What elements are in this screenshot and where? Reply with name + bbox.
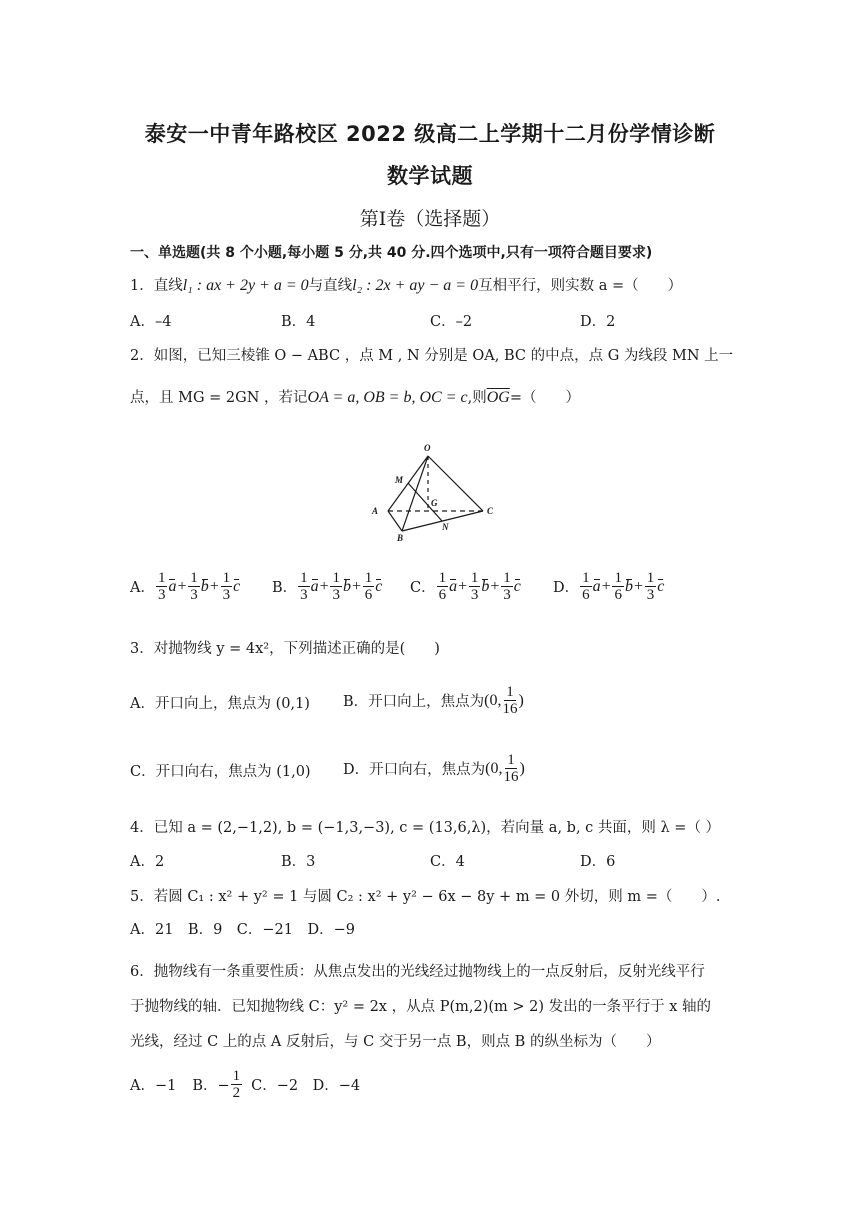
q2b-frac3: $\frac{1}{6}$ (364, 570, 373, 603)
q2-option-c-label: C． (410, 580, 436, 596)
label-n: N (442, 522, 449, 532)
q1-option-d: D．2 (580, 314, 616, 330)
q4-option-b: B．3 (281, 854, 316, 870)
q3-option-b-label: B．开口向上，焦点为 (343, 694, 485, 710)
subject-title: 数学试题 (387, 164, 473, 188)
q1-mid: 与直线 (308, 278, 353, 294)
question-4: 4．已知 a = (2,−1,2), b = (−1,3,−3), c = (13,6,λ)，若向量 a, b, c 共面，则 λ =（ ） (130, 820, 721, 836)
q2-line2c: ,则 (467, 390, 487, 406)
q2a-frac2: $\frac{1}{3}$ (190, 570, 198, 603)
q2d-frac1: $\frac{1}{6}$ (582, 570, 590, 603)
question-6-line2: 于抛物线的轴．已知抛物线 C：y² = 2x ，从点 P(m,2)(m > 2) 发出的一条平行于 x 轴的 (130, 999, 712, 1015)
q4-option-d: D．6 (580, 854, 616, 870)
q2-option-c: C． $\frac{1}{6}$ a + $\frac{1}{3}$ b + $\frac{1}{3}$ c (410, 570, 521, 603)
q2-option-b-label: B． (272, 580, 298, 596)
question-1 (130, 274, 682, 295)
q2-vectors: OA = a, OB = b, OC = c (307, 389, 468, 406)
label-o: O (424, 443, 431, 453)
question-2-line2 (130, 386, 580, 407)
question-6-line3: 光线，经过 C 上的点 A 反射后，与 C 交于另一点 B，则点 B 的纵坐标为（ ） (130, 1034, 661, 1050)
section-heading: 一、单选题(共 8 个小题,每小题 5 分,共 40 分.四个选项中,只有一项符合题目要求) (130, 245, 653, 261)
tetrahedron-figure (360, 436, 510, 546)
q6b-frac: $\frac{1}{2}$ (232, 1068, 241, 1101)
q4-option-c: C．4 (430, 854, 465, 870)
q2-og: $\overline{OG}$ (486, 389, 510, 406)
edge-ab (388, 511, 402, 531)
q3b-frac: $\frac{1}{16}$ (502, 684, 518, 717)
q2-line2a: 点，且 MG = 2GN ，若记 (130, 390, 308, 406)
q2-line2e: =（ ） (509, 390, 580, 406)
q3d-frac: $\frac{1}{16}$ (503, 752, 519, 785)
q2-option-b: B． $\frac{1}{3}$ a + $\frac{1}{3}$ b + $\frac{1}{6}$ c (272, 570, 383, 603)
q2-option-d-label: D． (553, 580, 580, 596)
q2b-frac1: $\frac{1}{3}$ (300, 570, 308, 603)
q1-line-l2: l₂ : 2x + ay − a = 0 (352, 277, 479, 294)
q6-option-a: A．−1 (130, 1078, 177, 1094)
page-title: 泰安一中青年路校区 2022 级高二上学期十二月份学情诊断 (144, 122, 716, 146)
q2d-frac3: $\frac{1}{3}$ (646, 570, 655, 603)
q2b-frac2: $\frac{1}{3}$ (332, 570, 340, 603)
q2c-frac2: $\frac{1}{3}$ (470, 570, 479, 603)
q3-option-b: B．开口向上，焦点为 (0, $\frac{1}{16}$ ) (343, 684, 524, 717)
question-5: 5．若圆 C₁ : x² + y² = 1 与圆 C₂ : x² + y² − 6x − 8y + m = 0 外切，则 m =（ ）. (130, 889, 721, 905)
q1-line-l1: l₁ : ax + 2y + a = 0 (182, 277, 309, 294)
q2-option-a: A． $\frac{1}{3}$ a + $\frac{1}{3}$ b + $\frac{1}{3}$ c (130, 570, 241, 603)
q6-options (130, 1068, 360, 1101)
q1-option-b: B．4 (281, 314, 316, 330)
edge-ob (402, 456, 428, 531)
q2c-frac3: $\frac{1}{3}$ (503, 570, 511, 603)
q5-options: A．21 B．9 C．−21 D．−9 (130, 922, 355, 938)
label-b: B (397, 533, 404, 543)
q3-option-c: C．开口向右，焦点为 (1,0) (130, 764, 311, 780)
q4-option-a: A．2 (130, 854, 165, 870)
q6-option-b: B．− (192, 1078, 230, 1094)
q1-option-a: A．–4 (130, 314, 172, 330)
q2-option-a-label: A． (130, 580, 155, 596)
q3-option-d: D．开口向右，焦点为 (0, $\frac{1}{16}$ ) (343, 752, 525, 785)
question-6-line1: 6．抛物线有一条重要性质：从焦点发出的光线经过抛物线上的一点反射后，反射光线平行 (130, 964, 705, 980)
question-2-line1: 2．如图，已知三棱锥 O − ABC ，点 M , N 分别是 OA, BC 的中点，点 G 为线段 MN 上一 (130, 348, 734, 364)
q1-prefix: 1．直线 (130, 278, 183, 294)
q2-option-d: D． $\frac{1}{6}$ a + $\frac{1}{6}$ b + $\frac{1}{3}$ c (553, 570, 665, 603)
q3-option-a: A．开口向上，焦点为 (0,1) (130, 696, 310, 712)
label-m: M (395, 475, 404, 485)
q2c-frac1: $\frac{1}{6}$ (438, 570, 447, 603)
label-a: A (372, 506, 379, 516)
volume-title: 第Ⅰ卷（选择题） (359, 208, 501, 230)
q1-option-c: C．–2 (430, 314, 473, 330)
q2a-frac3: $\frac{1}{3}$ (222, 570, 231, 603)
label-c: C (487, 506, 494, 516)
q2a-frac1: $\frac{1}{3}$ (157, 570, 166, 603)
question-3: 3．对抛物线 y = 4x²，下列描述正确的是( ) (130, 641, 440, 657)
q1-suffix: 互相平行，则实数 a =（ ） (478, 278, 683, 294)
q2d-frac2: $\frac{1}{6}$ (614, 570, 622, 603)
q6-options-cd: C．−2 D．−4 (251, 1078, 361, 1094)
label-g: G (431, 498, 438, 508)
q3-option-d-label: D．开口向右，焦点为 (343, 762, 486, 778)
